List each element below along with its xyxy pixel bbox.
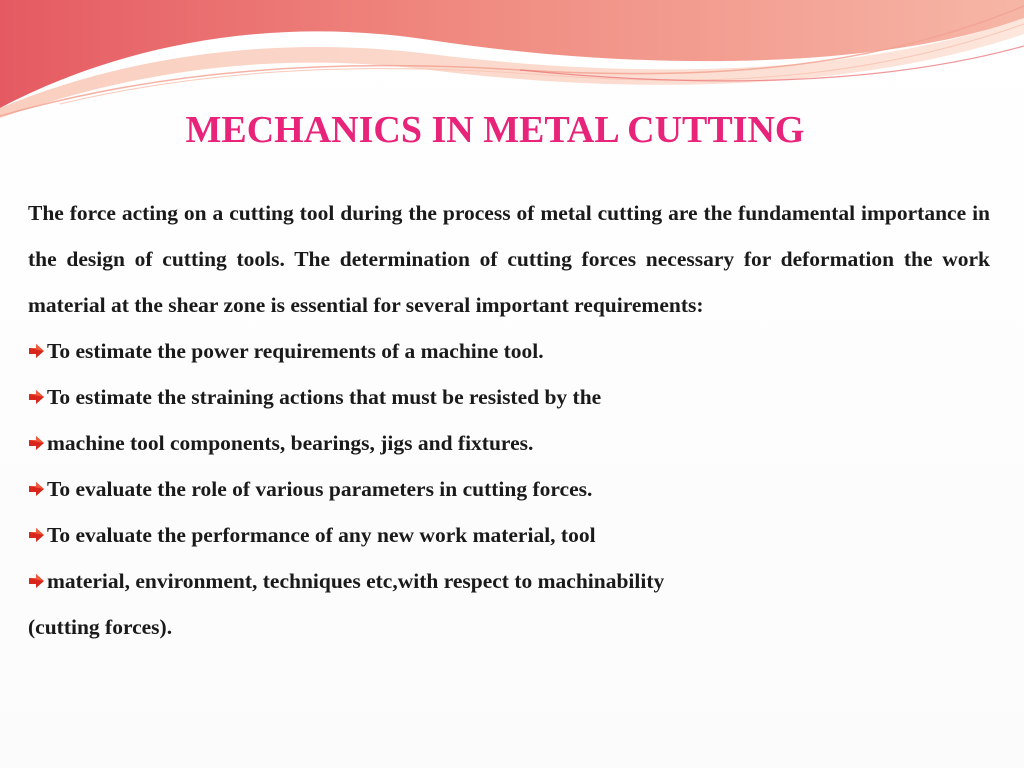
list-item xyxy=(28,466,990,512)
bullet-text: To estimate the straining actions that must be resisted by the xyxy=(47,385,602,409)
list-item xyxy=(28,328,990,374)
intro-paragraph: The force acting on a cutting tool during the process of metal cutting are the fundamental importance in the design of cutting tools. The determination of cutting forces necessary for deformation the work material at the shear zone is essential for several important requirements: xyxy=(28,201,990,317)
arrow-bullet-icon xyxy=(28,574,45,588)
arrow-bullet-icon xyxy=(28,390,45,404)
bullet-text: To estimate the power requirements of a machine tool. xyxy=(47,339,544,363)
requirements-list xyxy=(28,328,990,604)
list-item xyxy=(28,420,990,466)
list-item xyxy=(28,374,990,420)
arrow-bullet-icon xyxy=(28,344,45,358)
arrow-bullet-icon xyxy=(28,436,45,450)
bullet-text: To evaluate the performance of any new work material, tool xyxy=(47,523,596,547)
arrow-bullet-icon xyxy=(28,482,45,496)
list-item xyxy=(28,558,990,604)
slide-title: MECHANICS IN METAL CUTTING xyxy=(185,109,805,151)
closing-line: (cutting forces). xyxy=(28,615,173,639)
bullet-text: To evaluate the role of various parameters in cutting forces. xyxy=(47,477,593,501)
slide-body xyxy=(28,190,990,650)
arrow-bullet-icon xyxy=(28,528,45,542)
list-item xyxy=(28,512,990,558)
bullet-text: machine tool components, bearings, jigs and fixtures. xyxy=(47,431,534,455)
bullet-text: material, environment, techniques etc,with respect to machinability xyxy=(47,569,665,593)
